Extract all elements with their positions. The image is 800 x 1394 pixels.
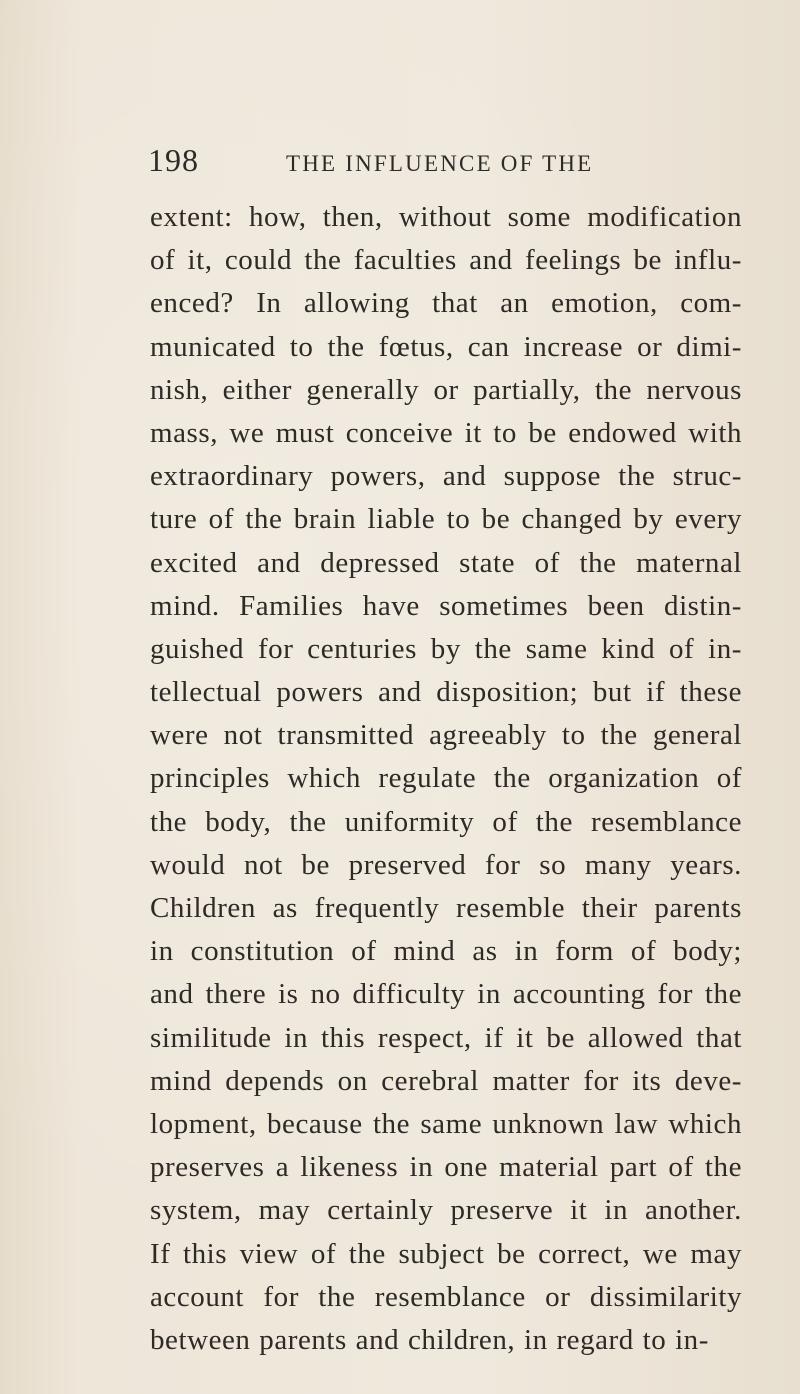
text-line: and there is no difficulty in accounting for the xyxy=(150,978,742,1011)
text-line: of it, could the faculties and feelings be influ- xyxy=(150,244,742,277)
text-line: account for the resemblance or dissimilarity xyxy=(150,1280,742,1313)
text-line: preserves a likeness in one material part of the xyxy=(150,1151,742,1184)
body-text xyxy=(150,196,742,1362)
text-line: would not be preserved for so many years. xyxy=(150,848,742,881)
text-line: mind. Families have sometimes been distin- xyxy=(150,589,742,622)
text-line: principles which regulate the organization of xyxy=(150,762,742,795)
text-line: extent: how, then, without some modification xyxy=(150,201,742,233)
text-line: guished for centuries by the same kind of in- xyxy=(150,632,742,665)
text-line: municated to the fœtus, can increase or dimi- xyxy=(150,330,742,363)
text-line: mass, we must conceive it to be endowed with xyxy=(150,416,742,449)
text-line: in constitution of mind as in form of body; xyxy=(150,935,742,968)
running-title: THE INFLUENCE OF THE xyxy=(286,151,594,176)
running-head xyxy=(148,142,708,182)
text-line: nish, either generally or partially, the nervous xyxy=(150,373,742,406)
text-line: tellectual powers and disposition; but if these xyxy=(150,676,742,709)
text-line: between parents and children, in regard to in- xyxy=(150,1323,709,1356)
text-line: system, may certainly preserve it in another. xyxy=(150,1194,742,1227)
text-line: ture of the brain liable to be changed by every xyxy=(150,503,742,536)
text-line: the body, the uniformity of the resemblance xyxy=(150,805,742,838)
text-line: similitude in this respect, if it be allowed that xyxy=(150,1021,742,1054)
text-line: enced? In allowing that an emotion, com- xyxy=(150,287,742,320)
text-line: Children as frequently resemble their parents xyxy=(150,892,742,924)
page-number: 198 xyxy=(148,142,199,178)
text-line: lopment, because the same unknown law which xyxy=(150,1107,742,1140)
text-line: excited and depressed state of the maternal xyxy=(150,546,742,579)
text-line: extraordinary powers, and suppose the struc- xyxy=(150,460,742,493)
text-line: were not transmitted agreeably to the general xyxy=(150,719,742,752)
text-line: mind depends on cerebral matter for its deve- xyxy=(150,1064,742,1097)
text-line: If this view of the subject be correct, we may xyxy=(150,1237,742,1270)
